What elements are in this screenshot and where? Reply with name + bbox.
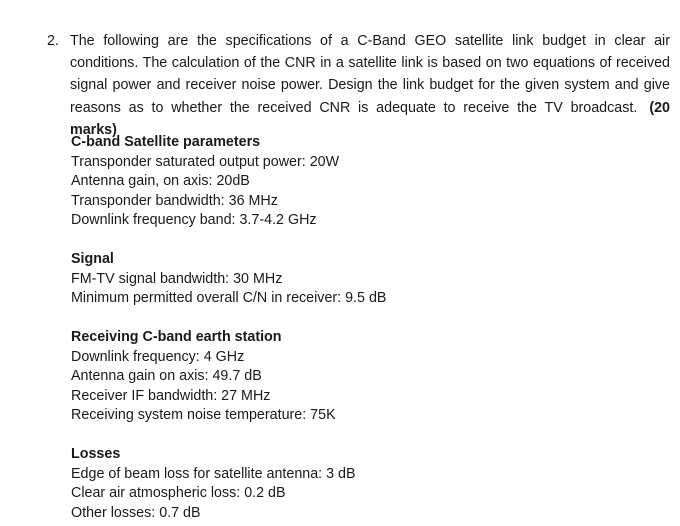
spec-line: Downlink frequency band: 3.7-4.2 GHz	[71, 212, 317, 229]
spec-line: Downlink frequency: 4 GHz	[71, 348, 245, 365]
question-2	[47, 30, 670, 141]
spec-line: Minimum permitted overall C/N in receiver: 9.5 dB	[71, 290, 387, 307]
spec-line: Edge of beam loss for satellite antenna: 3 dB	[71, 465, 356, 482]
question-marks: (20 marks)	[70, 99, 670, 138]
question-text: The following are the specifications of a C-Band GEO satellite link budget in clear air conditions. The calculation of the CNR in a satellite link is based on two equations of received signal power and receiver noise power. Design the link budget for the given system and give reasons as to whether the received CNR is adequate to receive the TV broadcast.	[70, 33, 670, 116]
satellite-parameters-section	[71, 133, 339, 231]
section-heading: Receiving C-band earth station	[71, 329, 282, 345]
spec-line: Other losses: 0.7 dB	[71, 504, 201, 521]
spec-line: Transponder bandwidth: 36 MHz	[71, 192, 278, 209]
spec-line: Transponder saturated output power: 20W	[71, 153, 340, 170]
spec-line: Receiving system noise temperature: 75K	[71, 407, 336, 424]
spec-line: Antenna gain, on axis: 20dB	[71, 173, 250, 190]
spec-line: FM-TV signal bandwidth: 30 MHz	[71, 270, 283, 287]
section-heading: Losses	[71, 446, 121, 462]
section-heading: Signal	[71, 251, 114, 267]
spec-line: Receiver IF bandwidth: 27 MHz	[71, 387, 271, 404]
earth-station-section	[71, 328, 336, 426]
section-heading: C-band Satellite parameters	[71, 134, 261, 150]
spec-line: Antenna gain on axis: 49.7 dB	[71, 368, 262, 385]
spec-line: Clear air atmospheric loss: 0.2 dB	[71, 485, 286, 502]
question-body	[70, 30, 670, 141]
losses-section	[71, 445, 356, 523]
question-number: 2.	[47, 33, 59, 49]
signal-section	[71, 250, 386, 309]
